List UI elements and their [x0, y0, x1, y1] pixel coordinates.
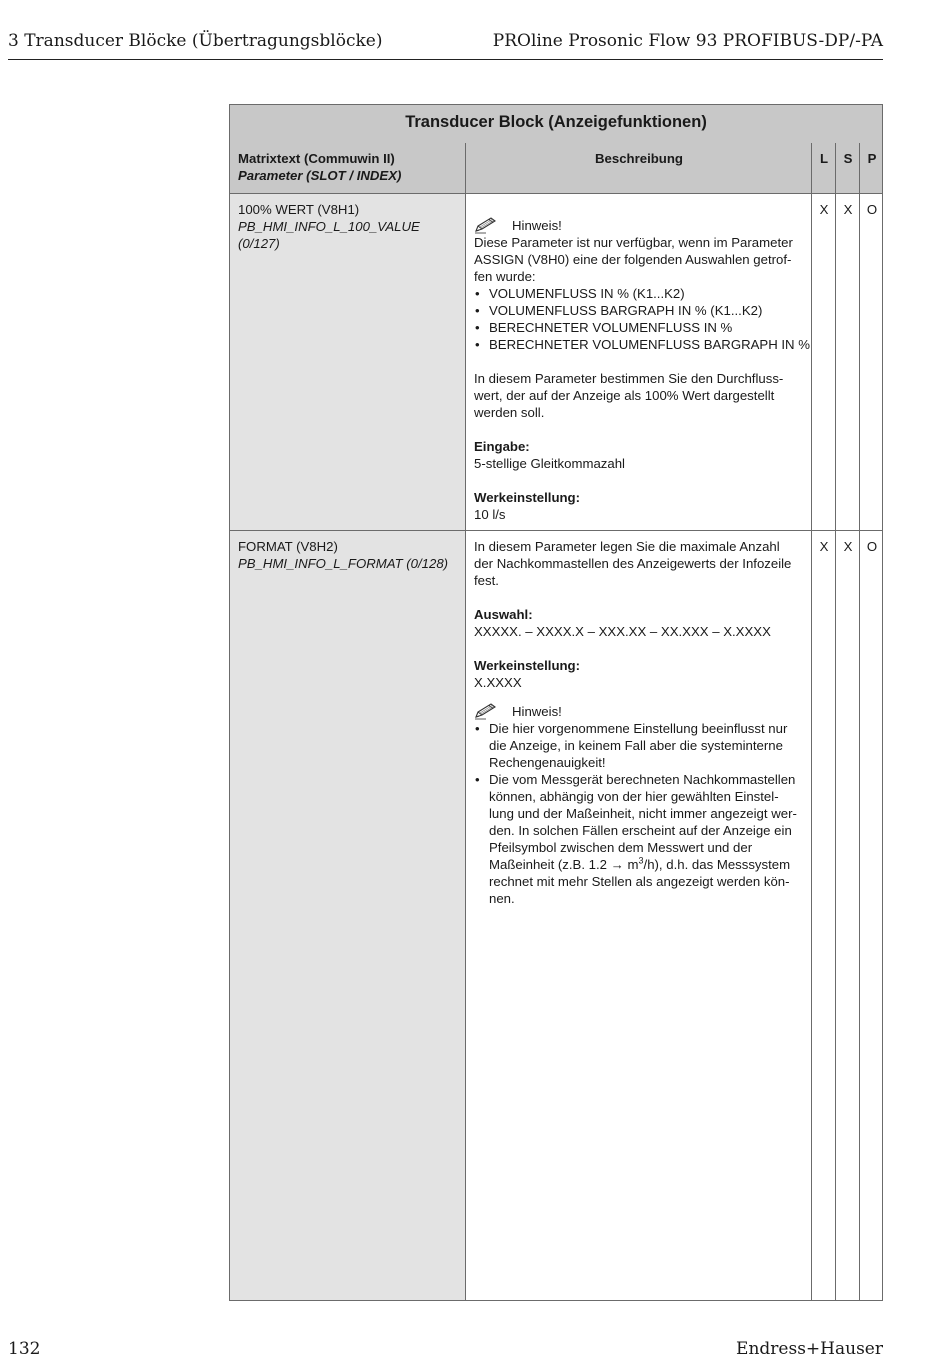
column-header-s: S	[843, 151, 853, 166]
note-text-line: Diese Parameter ist nur verfügbar, wenn im Parameter	[474, 235, 793, 250]
description-line: In diesem Parameter bestimmen Sie den Durchfluss-	[474, 371, 784, 386]
note-line: Pfeilsymbol zwischen dem Messwert und der	[489, 840, 753, 855]
chapter-heading: 3 Transducer Blöcke (Übertragungsblöcke)	[8, 31, 383, 51]
column-header-matrix: Matrixtext (Commuwin II)	[238, 151, 395, 166]
description-line: der Nachkommastellen des Anzeigewerts der Infozeile	[474, 556, 792, 571]
list-item: • VOLUMENFLUSS IN % (K1...K2)	[474, 285, 810, 302]
matrix-text: FORMAT (V8H2)	[238, 539, 338, 554]
column-divider	[835, 143, 836, 1300]
matrix-text: 100% WERT (V8H1)	[238, 202, 360, 217]
column-header-parameter	[238, 150, 462, 184]
default-value: X.XXXX	[474, 675, 522, 690]
description-line: wert, der auf der Anzeige als 100% Wert dargestellt	[474, 388, 775, 403]
note-heading	[474, 214, 810, 234]
table-row-description	[474, 538, 810, 907]
table-row-description	[474, 210, 810, 523]
note-text-line: fen wurde:	[474, 269, 536, 284]
flag-p: O	[866, 202, 878, 217]
note-heading	[474, 700, 810, 720]
row-divider	[230, 530, 882, 531]
default-label: Werkeinstellung:	[474, 658, 581, 673]
assign-options-list	[474, 285, 810, 353]
column-divider	[811, 143, 812, 1300]
table-title: Transducer Block (Anzeigefunktionen)	[230, 105, 882, 143]
list-item	[474, 720, 810, 771]
default-value: 10 l/s	[474, 507, 506, 522]
description-line: In diesem Parameter legen Sie die maximale Anzahl	[474, 539, 780, 554]
note-line: nen.	[489, 891, 515, 906]
brand-logo-text: Endress+Hauser	[736, 1339, 883, 1359]
page-number: 132	[8, 1339, 41, 1359]
column-header-description: Beschreibung	[595, 151, 683, 166]
table-row-parameter	[238, 201, 462, 252]
note-line: können, abhängig von der hier gewählten Einstel-	[489, 789, 779, 804]
table-header-row	[230, 143, 882, 194]
note-label: Hinweis!	[512, 704, 562, 719]
note-list	[474, 720, 810, 907]
description-line: fest.	[474, 573, 499, 588]
column-header-slot-index: Parameter (SLOT / INDEX)	[238, 168, 402, 183]
column-header-l: L	[819, 151, 829, 166]
default-label: Werkeinstellung:	[474, 490, 581, 505]
flag-s: X	[843, 539, 853, 554]
flag-l: X	[819, 202, 829, 217]
pencil-note-icon	[474, 702, 500, 720]
header-divider	[8, 59, 883, 60]
note-label: Hinweis!	[512, 218, 562, 233]
flag-s: X	[843, 202, 853, 217]
column-divider	[465, 143, 466, 1300]
note-line: rechnet mit mehr Stellen als angezeigt werden kön-	[489, 874, 790, 889]
transducer-block-table	[229, 104, 883, 1301]
flag-p: O	[866, 539, 878, 554]
selection-label: Auswahl:	[474, 607, 533, 622]
flag-l: X	[819, 539, 829, 554]
description-line: werden soll.	[474, 405, 545, 420]
list-item	[474, 771, 810, 907]
product-title: PROline Prosonic Flow 93 PROFIBUS-DP/-PA	[492, 31, 883, 51]
column-divider	[859, 143, 860, 1300]
note-line: Rechengenauigkeit!	[489, 755, 606, 770]
note-line: lung und der Maßeinheit, nicht immer angezeigt wer-	[489, 806, 797, 821]
list-item: • BERECHNETER VOLUMENFLUSS BARGRAPH IN %	[474, 336, 810, 353]
table-row-parameter	[238, 538, 462, 572]
note-line	[489, 856, 810, 873]
list-item: • BERECHNETER VOLUMENFLUSS IN %	[474, 319, 810, 336]
note-line: • Die vom Messgerät berechneten Nachkommastellen	[489, 772, 796, 787]
slot-index: (0/127)	[238, 236, 280, 251]
note-text-line: ASSIGN (V8H0) eine der folgenden Auswahlen getrof-	[474, 252, 792, 267]
parameter-name: PB_HMI_INFO_L_100_VALUE	[238, 219, 420, 234]
example-post: /h), d.h. das Messsystem	[643, 857, 791, 872]
selection-value: XXXXX. – XXXX.X – XXX.XX – XX.XXX – X.XXXX	[474, 624, 771, 639]
pencil-note-icon	[474, 216, 500, 234]
example-pre: Maßeinheit (z.B. 1.2 → m	[489, 857, 639, 872]
example-superscript: 3	[638, 855, 644, 866]
parameter-name: PB_HMI_INFO_L_FORMAT (0/128)	[238, 556, 449, 571]
column-header-p: P	[867, 151, 877, 166]
parameter-column-background	[230, 194, 466, 1300]
list-item: • VOLUMENFLUSS BARGRAPH IN % (K1...K2)	[474, 302, 810, 319]
input-value: 5-stellige Gleitkommazahl	[474, 456, 625, 471]
note-line: die Anzeige, in keinem Fall aber die systeminterne	[489, 738, 783, 753]
input-label: Eingabe:	[474, 439, 530, 454]
note-line: den. In solchen Fällen erscheint auf der Anzeige ein	[489, 823, 792, 838]
note-line: • Die hier vorgenommene Einstellung beeinflusst nur	[489, 721, 788, 736]
